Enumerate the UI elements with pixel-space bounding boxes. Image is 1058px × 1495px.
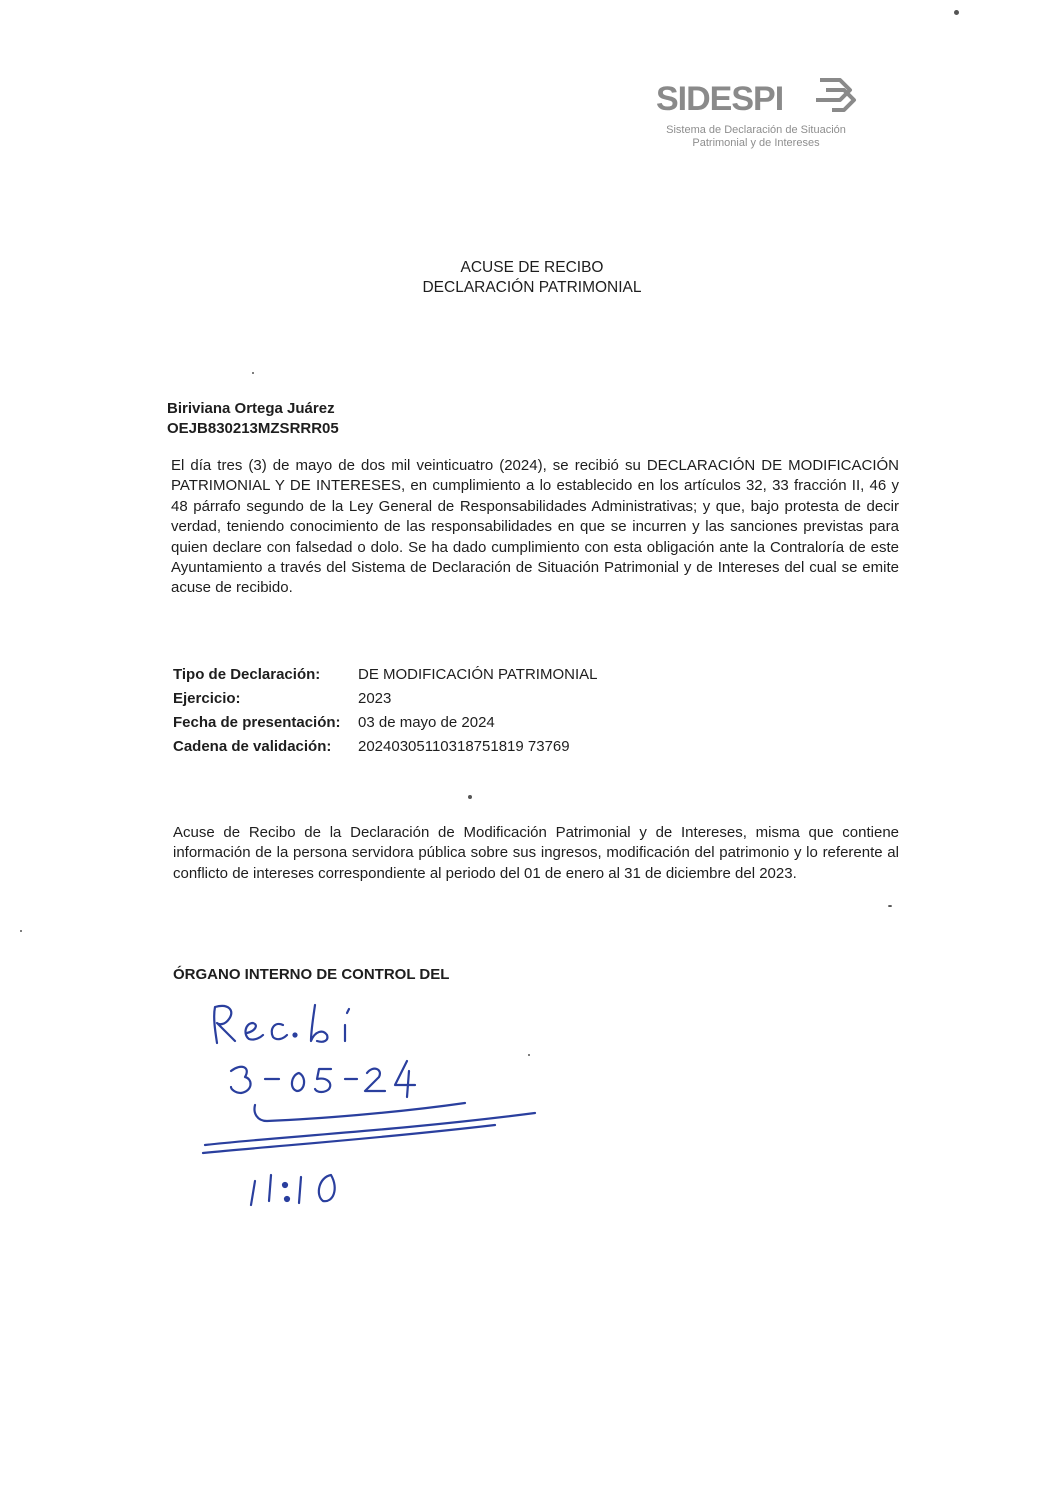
footer-paragraph: Acuse de Recibo de la Declaración de Modificación Patrimonial y de Intereses, misma que contiene información de la persona servidora pública sobre sus ingresos, modificación del patrimonio y lo referente al conflicto de intereses correspondiente al periodo del 01 de enero al 31 de diciembre del 2023.	[173, 824, 899, 882]
body-paragraph: El día tres (3) de mayo de dos mil veinticuatro (2024), se recibió su DECLARACIÓN DE MODIFICACIÓN PATRIMONIAL Y DE INTERESES, en cumplimiento a lo establecido en los artículos 32, 33 fracción II, 46 y 48 párrafo segundo de la Ley General de Responsabilidades Administrativas; y que, bajo protesta de decir verdad, teniendo conocimiento de las responsabilidades en que se incurren y las sanciones previstas para quien declare con falsedad o dolo. Se ha dado cumplimiento con esta obligación ante la Contraloría de este Ayuntamiento a través del Sistema de Declaración de Situación Patrimonial y de Intereses del cual se emite acuse de recibido.	[171, 457, 899, 597]
field-label: Fecha de presentación:	[173, 714, 341, 731]
field-value: DE MODIFICACIÓN PATRIMONIAL	[358, 666, 598, 683]
document-header	[330, 258, 734, 298]
declarant-name: Biriviana Ortega Juárez	[167, 400, 335, 417]
field-label: Cadena de validación:	[173, 738, 332, 755]
handwritten-receipt-note	[195, 995, 555, 1220]
field-value: 03 de mayo de 2024	[358, 714, 495, 731]
header-line2: DECLARACIÓN PATRIMONIAL	[422, 279, 642, 296]
declarant-rfc: OEJB830213MZSRRR05	[167, 420, 339, 437]
logo-subtitle	[656, 124, 856, 150]
scan-speck	[954, 10, 959, 15]
scan-speck	[252, 372, 254, 374]
scan-speck	[888, 905, 892, 907]
sidespi-logo	[652, 72, 857, 152]
organ-label: ÓRGANO INTERNO DE CONTROL DEL	[173, 966, 450, 983]
logo-subtitle-line2: Patrimonial y de Intereses	[692, 137, 820, 149]
logo-wordmark: SIDESPI	[656, 80, 784, 118]
scan-speck	[20, 930, 22, 932]
field-label: Tipo de Declaración:	[173, 666, 321, 683]
field-value: 2023	[358, 690, 392, 707]
logo-subtitle-line1: Sistema de Declaración de Situación	[666, 124, 846, 136]
scan-speck	[528, 1054, 530, 1056]
double-arrow-icon	[814, 72, 860, 118]
field-value: 20240305110318751819 73769	[358, 738, 570, 755]
scan-speck	[468, 795, 472, 799]
header-line1: ACUSE DE RECIBO	[460, 259, 604, 276]
field-label: Ejercicio:	[173, 690, 241, 707]
